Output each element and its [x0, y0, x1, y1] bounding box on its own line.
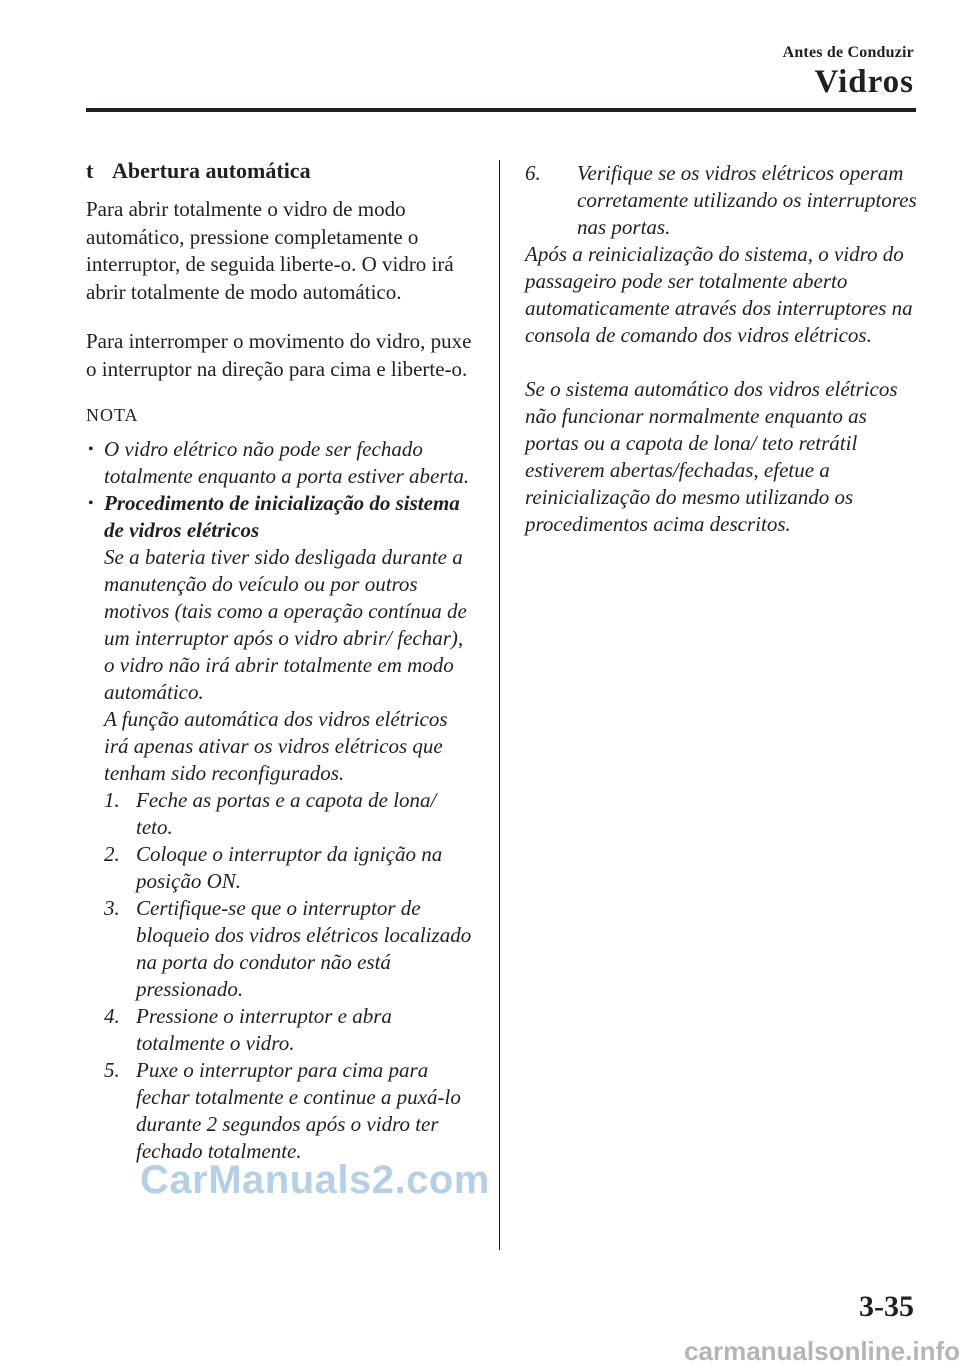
- step-text: Feche as portas e a capota de lona/ teto.: [136, 788, 437, 839]
- note-bullet-2-paragraph-2: A função automática dos vidros elétricos irá apenas ativar os vidros elétricos que tenham sido reconfigurados.: [104, 707, 448, 785]
- bullet-dot-icon: •: [88, 495, 94, 512]
- heading-marker-icon: t: [86, 158, 94, 183]
- footer-site-link[interactable]: carmanualsonline.info: [684, 1336, 960, 1366]
- step-number: 6.: [525, 161, 541, 185]
- column-divider: [499, 160, 500, 1250]
- note-bullet-1: [86, 436, 476, 490]
- step-text: Pressione o interruptor e abra totalmente o vidro.: [136, 1004, 392, 1055]
- step-text: Certifique-se que o interruptor de bloqueio dos vidros elétricos localizado na porta do condutor não está pressionado.: [136, 896, 472, 1001]
- right-paragraph-2: Se o sistema automático dos vidros elétricos não funcionar normalmente enquanto as portas ou a capota de lona/ teto retrátil estiverem abertas/fechadas, efetue a reinicialização do mesmo utilizando os procedimentos acima descritos.: [525, 377, 898, 536]
- step-number: 2.: [104, 842, 120, 866]
- paragraph-2: Para interromper o movimento do vidro, puxe o interruptor na direção para cima e liberte-o.: [86, 329, 472, 381]
- left-column: [86, 158, 476, 1165]
- bullet-dot-icon: •: [88, 441, 94, 458]
- note-bullet-2-paragraph-1: Se a bateria tiver sido desligada durante a manutenção do veículo ou por outros motivos (tais como a operação contínua de um interruptor após o vidro abrir/ fechar), o vidro não irá abrir totalmente em modo automático.: [104, 545, 467, 704]
- section-title: Antes de Conduzir: [782, 44, 914, 61]
- step-text: Verifique se os vidros elétricos operam corretamente utilizando os interruptores nas portas.: [577, 161, 917, 239]
- section-heading: [86, 158, 476, 184]
- step-text: Coloque o interruptor da ignição na posição ON.: [136, 842, 443, 893]
- paragraph-1: Para abrir totalmente o vidro de modo automático, pressione completamente o interruptor, de seguida liberte-o. O vidro irá abrir totalmente de modo automático.: [86, 197, 454, 304]
- note-bullet-2-title: Procedimento de inicialização do sistema de vidros elétricos: [104, 491, 460, 542]
- step-item: [525, 160, 925, 241]
- steps-list-continued: [525, 160, 925, 241]
- step-item: [104, 1057, 476, 1165]
- step-number: 1.: [104, 788, 120, 812]
- step-number: 3.: [104, 896, 120, 920]
- steps-list: [104, 787, 476, 1165]
- right-paragraph-1: Após a reinicialização do sistema, o vidro do passageiro pode ser totalmente aberto automaticamente através dos interruptores na consola de comando dos vidros elétricos.: [525, 242, 913, 347]
- step-number: 5.: [104, 1058, 120, 1082]
- page-header: [783, 44, 914, 101]
- heading-text: Abertura automática: [112, 158, 311, 183]
- step-item: [104, 1003, 476, 1057]
- note-label: NOTA: [86, 405, 139, 425]
- note-bullet-2: [86, 490, 476, 1165]
- right-column: [525, 160, 925, 565]
- step-number: 4.: [104, 1004, 120, 1028]
- chapter-title: Vidros: [814, 64, 914, 100]
- step-item: [104, 787, 476, 841]
- watermark-logo: CarManuals2.com: [140, 1158, 490, 1202]
- step-item: [104, 841, 476, 895]
- note-bullet-1-text: O vidro elétrico não pode ser fechado totalmente enquanto a porta estiver aberta.: [104, 437, 470, 488]
- page-number: 3-35: [859, 1290, 914, 1323]
- step-text: Puxe o interruptor para cima para fechar totalmente e continue a puxá-lo durante 2 segundos após o vidro ter fechado totalmente.: [136, 1058, 461, 1163]
- step-item: [104, 895, 476, 1003]
- header-rule: [86, 108, 916, 112]
